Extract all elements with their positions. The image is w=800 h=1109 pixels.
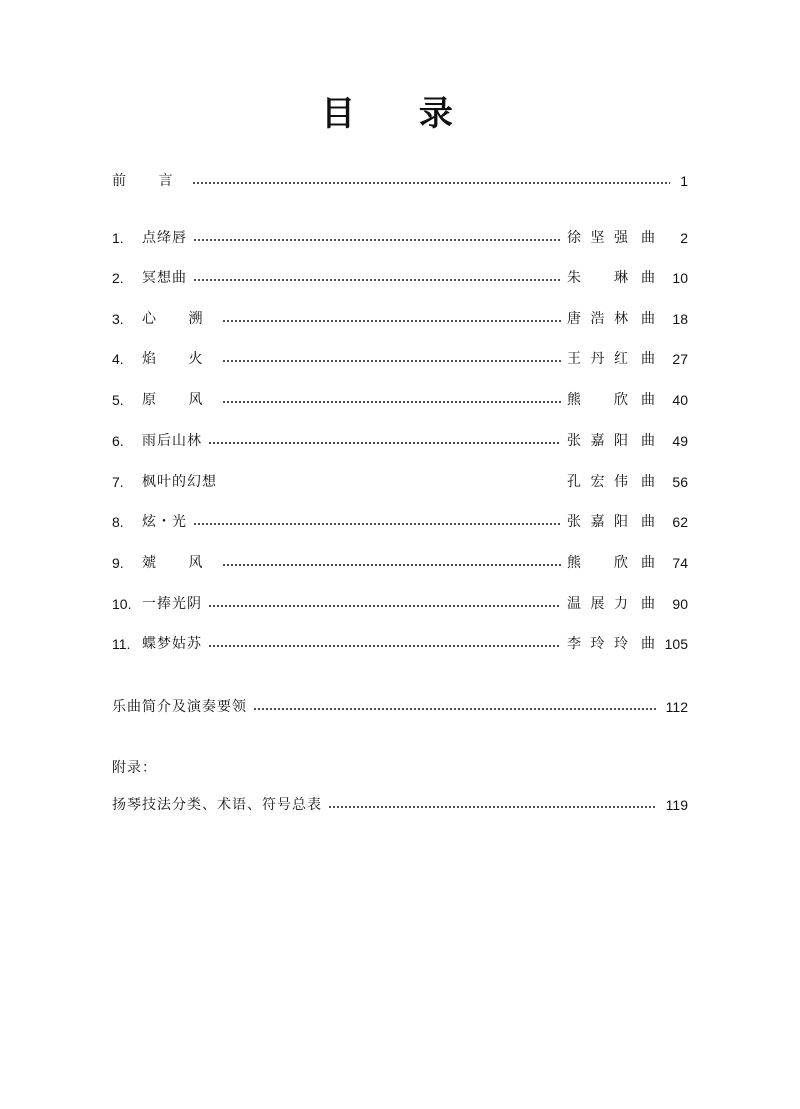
entry-title: 心 溯 [142,311,217,327]
toc-row-appendix[interactable] [112,794,688,816]
composer-name: 王丹红 [567,351,629,367]
page-number: 40 [672,392,688,408]
composer-suffix: 曲 [641,433,655,449]
dot-leader [192,182,670,184]
toc-row-preface[interactable] [112,170,688,192]
entry-number: 2. [112,270,124,286]
composer-suffix: 曲 [641,474,655,490]
page-title: 目 录 [321,94,479,134]
entry-title: 一捧光阴 [142,596,202,612]
toc-row-entry-8[interactable] [112,511,688,533]
entry-number: 6. [112,433,124,449]
composer-name: 熊 欣 [567,555,629,571]
composer-name: 温展力 [567,596,629,612]
dot-leader [253,708,656,710]
composer-suffix: 曲 [641,311,655,327]
entry-title: 炫・光 [142,514,187,530]
dot-leader [222,360,561,362]
composer-name: 张嘉阳 [567,433,629,449]
page-number: 119 [665,797,688,813]
composer-name: 朱 琳 [567,270,629,286]
entry-number: 7. [112,474,124,490]
toc-row-entry-10[interactable] [112,593,688,615]
toc-row-entry-2[interactable] [112,267,688,289]
entry-title: 雨后山林 [142,433,202,449]
entry-number: 1. [112,230,124,246]
entry-title: 虠 风 [142,555,217,571]
toc-row-entry-7[interactable] [112,471,688,493]
entry-number: 5. [112,392,124,408]
dot-leader [222,401,561,403]
appendix-heading: 附录： [112,760,157,776]
page-number: 90 [672,596,688,612]
composer-suffix: 曲 [641,555,655,571]
entry-title: 点绛唇 [142,230,187,246]
toc-row-intro[interactable] [112,696,688,718]
dot-leader [328,806,656,808]
toc-row-entry-4[interactable] [112,348,688,370]
toc-row-entry-1[interactable] [112,227,688,249]
toc-row-entry-11[interactable] [112,633,688,655]
dot-leader [193,239,561,241]
page-number: 49 [672,433,688,449]
composer-suffix: 曲 [641,351,655,367]
entry-title: 枫叶的幻想 [142,474,217,490]
page-number: 62 [672,514,688,530]
toc-label: 乐曲简介及演奏要领 [112,699,247,715]
composer-suffix: 曲 [641,270,655,286]
page-number: 1 [680,173,688,189]
toc-row-entry-6[interactable] [112,430,688,452]
page-number: 56 [672,474,688,490]
composer-name: 张嘉阳 [567,514,629,530]
page-number: 10 [672,270,688,286]
dot-leader [208,442,561,444]
entry-number: 4. [112,351,124,367]
entry-number: 11. [112,636,131,652]
dot-leader [208,605,561,607]
page-number: 105 [664,636,688,652]
page-number: 112 [665,699,688,715]
composer-suffix: 曲 [641,596,655,612]
composer-suffix: 曲 [641,514,655,530]
page-number: 18 [672,311,688,327]
toc-label: 扬琴技法分类、术语、符号总表 [112,797,322,813]
page-number: 2 [680,230,688,246]
toc-row-entry-3[interactable] [112,308,688,330]
entry-number: 3. [112,311,124,327]
dot-leader [222,564,561,566]
composer-name: 孔宏伟 [567,474,629,490]
composer-name: 熊 欣 [567,392,629,408]
toc-label: 前 言 [112,173,187,189]
entry-title: 原 风 [142,392,217,408]
page-number: 74 [672,555,688,571]
entry-title: 冥想曲 [142,270,187,286]
composer-name: 徐坚强 [567,230,629,246]
entry-number: 10. [112,596,132,612]
entry-title: 蝶梦姑苏 [142,636,202,652]
composer-suffix: 曲 [641,230,655,246]
composer-name: 李玲玲 [567,636,629,652]
dot-leader [208,645,561,647]
entry-title: 焰 火 [142,351,217,367]
toc-row-entry-5[interactable] [112,389,688,411]
dot-leader [193,523,561,525]
toc-row-entry-9[interactable] [112,552,688,574]
page-number: 27 [672,351,688,367]
dot-leader [193,279,561,281]
entry-number: 9. [112,555,124,571]
dot-leader [222,320,561,322]
entry-number: 8. [112,514,124,530]
composer-suffix: 曲 [641,636,655,652]
composer-suffix: 曲 [641,392,655,408]
composer-name: 唐浩林 [567,311,629,327]
